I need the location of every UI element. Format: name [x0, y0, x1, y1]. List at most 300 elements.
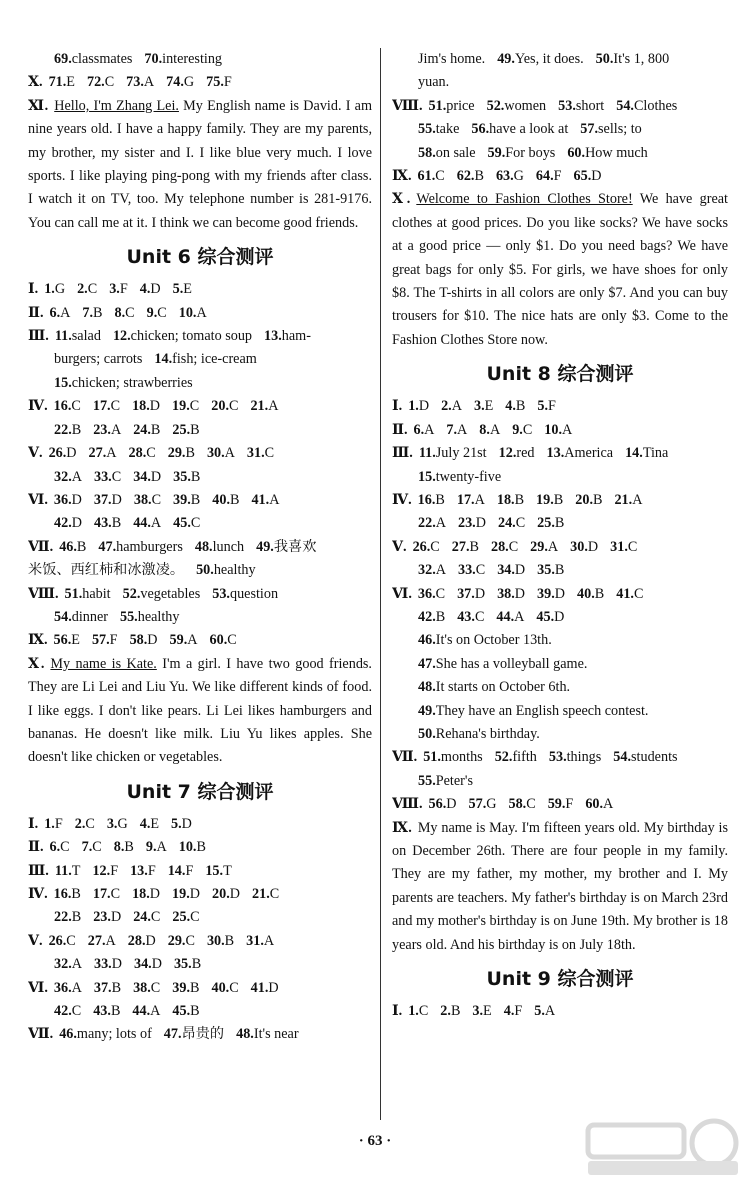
answer-item: [570, 539, 598, 555]
answer-text: How much: [585, 144, 648, 161]
question-number: 41.: [250, 979, 269, 996]
answer-text: D: [554, 608, 565, 625]
answer-line: [28, 606, 372, 629]
answer-item: [457, 609, 484, 625]
answer-item: [256, 539, 316, 555]
question-number: 53.: [548, 749, 567, 766]
answer-item: [173, 515, 200, 531]
answer-item: [44, 281, 65, 297]
question-number: 28.: [128, 445, 147, 462]
question-number: 27.: [87, 932, 106, 949]
answer-text: price: [446, 97, 475, 114]
answer-text: A: [489, 421, 501, 438]
answer-text: A: [451, 398, 462, 415]
answer-item: [548, 796, 574, 812]
question-number: 42.: [54, 1003, 72, 1020]
section-numeral: Ⅷ.: [28, 585, 59, 602]
answer-text: B: [124, 839, 134, 856]
answer-line: [28, 71, 372, 94]
answer-text: C: [435, 168, 445, 185]
question-number: 46.: [59, 1026, 77, 1043]
question-number: 10.: [544, 421, 563, 438]
question-number: 25.: [172, 909, 191, 926]
answer-text: C: [60, 839, 70, 856]
question-number: 62.: [456, 168, 475, 185]
answer-item: [134, 492, 161, 508]
question-number: 27.: [88, 445, 107, 462]
answer-text: A: [547, 538, 559, 555]
question-number: 45.: [173, 515, 191, 532]
answer-line: [28, 813, 372, 836]
answer-line: [28, 489, 372, 512]
question-number: 26.: [48, 932, 67, 949]
answer-line: [392, 606, 728, 629]
question-number: 12.: [112, 328, 131, 345]
answer-line: [392, 700, 728, 723]
answer-text: 米饭、西红柿和冰激凌。: [28, 562, 185, 579]
left-column: [28, 48, 372, 1047]
answer-item: [458, 515, 486, 531]
question-number: 28.: [127, 932, 146, 949]
question-number: 4.: [139, 281, 151, 298]
answer-text: D: [149, 398, 161, 415]
answer-text: chicken; tomato soup: [130, 328, 253, 345]
question-number: 9.: [145, 839, 157, 856]
answer-paragraph: [392, 817, 728, 957]
answer-item: [174, 956, 201, 972]
answer-text: F: [553, 168, 562, 185]
answer-text: For boys: [505, 144, 556, 161]
answer-item: [49, 445, 77, 461]
question-number: 21.: [614, 491, 633, 508]
question-number: 29.: [167, 445, 186, 462]
question-number: 60.: [585, 796, 604, 813]
question-number: 15.: [418, 468, 436, 485]
answer-item: [132, 398, 160, 414]
answer-text: C: [151, 491, 162, 508]
answer-item: [498, 515, 525, 531]
answer-text: B: [190, 421, 200, 438]
question-number: 5.: [172, 281, 184, 298]
question-number: 25.: [537, 515, 555, 532]
answer-text: C: [474, 608, 485, 625]
answer-line: [28, 536, 372, 559]
answer-text: A: [106, 445, 117, 462]
answer-item: [418, 469, 501, 485]
answer-text: They have an English speech contest.: [435, 702, 649, 719]
right-column: [392, 48, 728, 1023]
answer-item: [132, 886, 160, 902]
question-number: 6.: [49, 839, 61, 856]
answer-paragraph: [28, 653, 372, 770]
answer-text: red: [516, 445, 535, 462]
answer-item: [113, 328, 252, 344]
question-number: 46.: [59, 538, 77, 555]
question-number: 7.: [81, 839, 93, 856]
question-number: 16.: [53, 886, 72, 902]
answer-text: D: [147, 632, 158, 649]
section-numeral: Ⅴ.: [392, 538, 407, 555]
answer-item: [251, 980, 279, 996]
answer-item: [82, 305, 102, 321]
answer-text: D: [514, 585, 526, 602]
question-number: 40.: [211, 979, 230, 996]
answer-item: [457, 492, 485, 508]
answer-line: [28, 466, 372, 489]
answer-text: C: [228, 398, 239, 415]
question-number: 2.: [440, 1003, 451, 1020]
answer-text: A: [150, 515, 162, 532]
answer-text: lunch: [212, 538, 245, 555]
answer-item: [536, 492, 563, 508]
question-number: 13.: [130, 862, 148, 879]
answer-text: many; lots of: [76, 1026, 152, 1043]
question-number: 47.: [98, 538, 117, 555]
question-number: 56.: [428, 796, 447, 813]
answer-text: B: [196, 839, 206, 856]
column-divider: [380, 48, 381, 1120]
answer-item: [50, 839, 70, 855]
answer-text: C: [150, 979, 161, 996]
answer-item: [441, 398, 462, 414]
answer-item: [172, 980, 199, 996]
answer-text: D: [268, 979, 279, 996]
question-number: 57.: [468, 796, 487, 813]
answer-item: [146, 839, 167, 855]
question-number: 30.: [206, 445, 225, 462]
answer-text: D: [418, 398, 430, 415]
answer-item: [236, 1026, 298, 1042]
question-number: 22.: [418, 515, 436, 532]
question-number: 2.: [74, 815, 86, 832]
answer-text: D: [475, 515, 486, 532]
answer-item: [49, 74, 75, 90]
answer-item: [94, 980, 121, 996]
answer-text: C: [110, 886, 121, 902]
section-numeral: Ⅲ.: [28, 862, 49, 879]
answer-text: C: [269, 886, 280, 902]
question-number: 49.: [497, 51, 515, 67]
answer-text: B: [229, 491, 240, 508]
answer-paragraph: [28, 95, 372, 235]
question-number: 47.: [418, 655, 436, 672]
answer-item: [429, 98, 475, 114]
question-number: 37.: [93, 491, 112, 508]
answer-text: B: [592, 491, 603, 508]
section-numeral: Ⅰ.: [28, 281, 39, 298]
question-number: 58.: [508, 796, 527, 813]
answer-text: F: [514, 1003, 523, 1020]
answer-item: [133, 469, 161, 485]
answer-item: [408, 398, 429, 414]
answer-text: hamburgers: [116, 538, 183, 555]
answer-text: C: [71, 398, 81, 415]
section-numeral: Ⅰ.: [392, 1003, 403, 1020]
question-number: 56.: [53, 632, 72, 649]
answer-item: [418, 679, 570, 695]
answer-text: D: [110, 909, 122, 926]
question-number: 59.: [487, 144, 506, 161]
question-number: 46.: [418, 632, 436, 649]
answer-text: G: [117, 815, 128, 832]
answer-text: C: [229, 979, 239, 996]
question-number: 33.: [93, 956, 112, 973]
answer-text: A: [544, 1003, 556, 1020]
answer-text: D: [151, 956, 162, 973]
answer-text: E: [150, 815, 160, 832]
question-number: 52.: [122, 585, 141, 602]
answer-item: [472, 1003, 491, 1019]
answer-text: It starts on October 6th.: [435, 679, 571, 696]
section-numeral: Ⅶ.: [28, 538, 54, 555]
answer-text: B: [111, 515, 122, 532]
answer-line: [28, 372, 372, 395]
answer-item: [54, 469, 82, 485]
section-numeral: Ⅶ.: [28, 1026, 54, 1043]
answer-item: [210, 632, 237, 648]
question-number: 42.: [418, 608, 436, 625]
answer-text: C: [190, 515, 201, 532]
unit-heading: Unit 6 综合测评: [126, 246, 274, 269]
answer-text: B: [150, 421, 161, 438]
answer-item: [28, 562, 184, 578]
answer-item: [114, 839, 134, 855]
answer-item: [172, 886, 200, 902]
question-number: 60.: [209, 632, 228, 649]
answer-item: [613, 749, 677, 765]
question-number: 17.: [456, 491, 475, 508]
answer-item: [580, 121, 641, 137]
answer-text: B: [71, 909, 82, 926]
section-numeral: Ⅰ.: [392, 398, 403, 415]
section-numeral: Ⅰ.: [28, 815, 39, 832]
question-number: 4.: [139, 815, 151, 832]
section-numeral: Ⅺ.: [28, 97, 49, 114]
answer-text: B: [190, 979, 200, 996]
answer-item: [212, 586, 278, 602]
question-number: 13.: [264, 328, 282, 345]
answer-item: [418, 145, 476, 161]
answer-item: [144, 51, 222, 67]
question-number: 13.: [546, 445, 565, 462]
paragraph-text: My name is May. I'm fifteen years old. My birthday is on December 26th. There are four people in my family. They are my father, my mother, my brother and I. My parents are teachers. My father's birthday is on March 23rd and my mother's birthday is on June 19th. My brother is 18 years old. And his birthday is on July 18th.: [392, 819, 728, 953]
answer-text: classmates: [71, 51, 133, 67]
answer-text: fish; ice-cream: [172, 351, 257, 368]
question-number: 35.: [173, 468, 191, 485]
answer-line: [392, 95, 728, 118]
question-number: 30.: [570, 538, 588, 555]
question-number: 19.: [536, 491, 554, 508]
answer-text: D: [66, 445, 77, 462]
answer-text: C: [515, 515, 526, 532]
answer-item: [172, 909, 199, 925]
answer-text: yuan.: [418, 74, 450, 91]
question-number: 8.: [113, 839, 125, 856]
answer-text: C: [418, 1003, 429, 1020]
answer-text: A: [603, 796, 614, 813]
answer-text: A: [60, 304, 71, 321]
answer-text: D: [229, 886, 241, 902]
answer-text: T: [71, 862, 81, 879]
question-number: 55.: [418, 121, 436, 138]
answer-line: [392, 48, 728, 71]
answer-item: [491, 539, 518, 555]
question-number: 28.: [490, 538, 509, 555]
answer-text: A: [435, 515, 446, 532]
answer-text: A: [562, 421, 573, 438]
answer-text: sells; to: [598, 121, 642, 138]
question-number: 8.: [479, 421, 490, 438]
question-number: 21.: [252, 886, 270, 902]
answer-text: E: [66, 74, 75, 91]
answer-item: [408, 1003, 428, 1019]
question-number: 18.: [132, 398, 150, 415]
answer-text: 昂贵的: [181, 1026, 225, 1043]
answer-line: [28, 419, 372, 442]
answer-line: [392, 442, 728, 465]
answer-item: [54, 956, 82, 972]
question-number: 7.: [82, 304, 94, 321]
answer-text: A: [105, 932, 116, 949]
answer-item: [246, 933, 274, 949]
question-number: 54.: [616, 97, 634, 114]
answer-text: 我喜欢: [273, 538, 317, 555]
watermark-logo-icon: [582, 1117, 742, 1179]
section-numeral: Ⅹ.: [28, 74, 43, 91]
answer-text: fifth: [512, 749, 537, 766]
answer-item: [179, 839, 206, 855]
answer-line: [28, 1023, 372, 1046]
answer-item: [44, 816, 63, 832]
answer-item: [499, 445, 535, 461]
question-number: 51.: [64, 585, 83, 602]
question-number: 38.: [133, 491, 152, 508]
question-number: 8.: [114, 304, 126, 321]
answer-item: [173, 281, 192, 297]
answer-line: [392, 512, 728, 535]
answer-text: interesting: [162, 51, 223, 67]
answer-item: [54, 609, 108, 625]
answer-text: G: [486, 796, 497, 813]
paragraph-opening: Hello, I'm Zhang Lei.: [54, 97, 179, 114]
question-number: 23.: [93, 909, 111, 926]
question-number: 16.: [417, 491, 436, 508]
answer-item: [140, 281, 161, 297]
answer-item: [414, 422, 435, 438]
answer-item: [212, 886, 240, 902]
question-number: 23.: [457, 515, 476, 532]
question-number: 57.: [91, 632, 110, 649]
answer-text: E: [71, 632, 80, 649]
answer-item: [497, 586, 525, 602]
answer-text: healthy: [137, 608, 180, 625]
answer-item: [537, 398, 556, 414]
question-number: 40.: [577, 585, 595, 602]
answer-item: [89, 445, 117, 461]
answer-item: [512, 422, 532, 438]
answer-text: F: [147, 862, 156, 879]
answer-text: C: [189, 398, 200, 415]
answer-item: [544, 422, 572, 438]
question-number: 59.: [547, 796, 566, 813]
page-number: · 63 ·: [358, 1133, 392, 1149]
answer-line: [392, 770, 728, 793]
answer-line: [28, 302, 372, 325]
answer-item: [168, 863, 194, 879]
section-numeral: Ⅹ.: [392, 191, 411, 208]
question-number: 51.: [423, 749, 441, 766]
answer-item: [134, 956, 162, 972]
answer-text: C: [125, 304, 135, 321]
answer-item: [123, 586, 201, 602]
answer-line: [28, 348, 372, 371]
question-number: 5.: [537, 398, 549, 415]
answer-line: [28, 48, 372, 71]
answer-item: [92, 863, 118, 879]
answer-line: [28, 629, 372, 652]
answer-item: [129, 445, 156, 461]
question-number: 54.: [613, 749, 632, 766]
answer-text: A: [156, 839, 167, 856]
question-number: 43.: [457, 608, 475, 625]
answer-item: [93, 886, 120, 902]
answer-item: [65, 586, 111, 602]
answer-text: B: [553, 491, 564, 508]
question-number: 4.: [503, 1003, 515, 1020]
answer-text: C: [87, 281, 98, 298]
paragraph-text: My English name is David. I am nine years old. I have a happy family. They are my parents, my brother, my sister and I. I like blue very much. I love sports. I like playing ping-pong with my friends after class. I watch it on TV, too. My telephone number is 281-9176. You can call me at it. I think we can become good friends.: [28, 97, 372, 231]
question-number: 22.: [54, 421, 72, 438]
answer-text: D: [111, 491, 122, 508]
answer-item: [59, 539, 86, 555]
section-numeral: Ⅱ.: [28, 304, 44, 321]
answer-text: A: [71, 979, 82, 996]
answer-line: [28, 953, 372, 976]
question-number: 19.: [172, 398, 190, 415]
answer-item: [50, 305, 71, 321]
answer-item: [207, 933, 234, 949]
question-number: 56.: [471, 121, 490, 138]
question-number: 1.: [408, 398, 419, 415]
answer-line: [28, 442, 372, 465]
answer-item: [55, 328, 101, 344]
section-numeral: Ⅲ.: [392, 445, 413, 462]
question-number: 52.: [486, 97, 505, 114]
answer-item: [577, 586, 604, 602]
answer-line: [28, 906, 372, 929]
section-numeral: Ⅲ.: [28, 328, 49, 345]
answer-line: [392, 629, 728, 652]
answer-item: [93, 909, 121, 925]
answer-text: D: [145, 932, 156, 949]
answer-text: T: [223, 862, 232, 879]
question-number: 49.: [256, 538, 274, 555]
answer-item: [140, 816, 159, 832]
question-number: 21.: [250, 398, 269, 415]
answer-line: [392, 118, 728, 141]
answer-text: A: [71, 468, 82, 485]
answer-item: [59, 1026, 152, 1042]
answer-item: [205, 863, 231, 879]
answer-item: [179, 305, 207, 321]
question-number: 9.: [512, 421, 523, 438]
answer-text: C: [435, 585, 446, 602]
answer-item: [196, 562, 256, 578]
answer-item: [93, 422, 121, 438]
answer-text: C: [185, 932, 195, 949]
answer-text: B: [185, 445, 195, 462]
answer-text: women: [504, 97, 547, 114]
